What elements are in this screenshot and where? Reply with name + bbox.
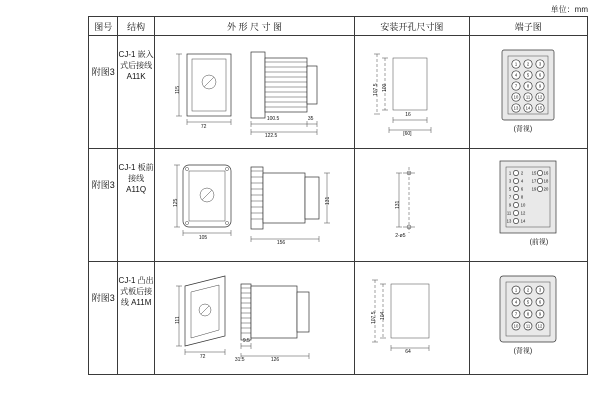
svg-text:5: 5 xyxy=(526,299,529,305)
svg-text:14: 14 xyxy=(520,218,525,224)
spec-table xyxy=(88,16,588,375)
structure-label-3: CJ-1 凸出式板后接线 A11M xyxy=(118,276,154,307)
svg-text:3: 3 xyxy=(508,178,511,184)
cell-terminal-2 xyxy=(469,149,587,262)
svg-text:18: 18 xyxy=(543,178,548,184)
svg-text:4: 4 xyxy=(514,72,517,78)
hole-dim-64: 64 xyxy=(405,349,411,355)
terminal-drawing-1 xyxy=(470,36,587,148)
hole-dim-107-5: 107.5 xyxy=(371,311,378,324)
header-fig-no: 图号 xyxy=(89,17,118,36)
header-structure: 结构 xyxy=(118,17,154,36)
dim-122-5: 122.5 xyxy=(264,133,278,139)
svg-text:2: 2 xyxy=(520,170,523,176)
hole-dim-2-phi5: 2-ø5 xyxy=(395,233,406,239)
svg-text:6: 6 xyxy=(520,186,523,192)
dim-100-5: 100.5 xyxy=(266,116,280,122)
svg-text:1: 1 xyxy=(514,287,517,293)
outline-drawing-3 xyxy=(155,262,354,374)
hole-dim-131: 131 xyxy=(395,200,402,209)
svg-text:13: 13 xyxy=(506,218,511,224)
hole-dim-104: 104 xyxy=(380,311,387,320)
dim-156: 156 xyxy=(276,240,286,246)
cell-fig-no-2 xyxy=(89,149,118,262)
svg-text:10: 10 xyxy=(513,323,518,329)
dim-131: 131 xyxy=(324,196,331,205)
outline-drawing-2 xyxy=(155,149,354,261)
svg-text:9: 9 xyxy=(538,311,541,317)
fig-no-label-3: 附图3 xyxy=(91,293,115,303)
table-header-row xyxy=(89,17,588,36)
cell-terminal-3 xyxy=(469,262,587,375)
svg-text:10: 10 xyxy=(513,94,518,100)
cell-structure-1 xyxy=(118,36,154,149)
cell-structure-2 xyxy=(118,149,154,262)
cell-outline-3 xyxy=(154,262,354,375)
svg-text:9: 9 xyxy=(508,202,511,208)
header-terminal: 端子图 xyxy=(469,17,587,36)
hole-dim-60: [60] xyxy=(403,131,412,137)
cell-outline-2 xyxy=(154,149,354,262)
terminal-drawing-2 xyxy=(470,149,587,261)
dim-35: 35 xyxy=(307,116,314,122)
header-hole: 安装开孔尺寸图 xyxy=(355,17,469,36)
outline-drawing-1 xyxy=(155,36,354,148)
svg-text:6: 6 xyxy=(538,299,541,305)
structure-label-2: CJ-1 板前接线 A11Q xyxy=(118,163,154,194)
svg-text:5: 5 xyxy=(508,186,511,192)
hole-dim-100: 100 xyxy=(382,83,389,92)
svg-text:12: 12 xyxy=(520,210,525,216)
svg-text:15: 15 xyxy=(537,105,542,111)
svg-text:11: 11 xyxy=(506,210,511,216)
svg-text:2: 2 xyxy=(526,287,529,293)
table-row xyxy=(89,149,588,262)
cell-fig-no-1 xyxy=(89,36,118,149)
table-row xyxy=(89,262,588,375)
svg-text:16: 16 xyxy=(543,170,548,176)
svg-text:8: 8 xyxy=(526,83,529,89)
svg-text:1: 1 xyxy=(508,170,511,176)
hole-drawing-1 xyxy=(355,36,468,148)
cell-hole-2 xyxy=(355,149,469,262)
svg-text:6: 6 xyxy=(538,72,541,78)
svg-text:20: 20 xyxy=(543,186,548,192)
fig-no-label-1: 附图3 xyxy=(91,67,115,77)
header-outline: 外 形 尺 寸 图 xyxy=(154,17,354,36)
terminal-caption-3: (背视) xyxy=(513,348,533,355)
svg-text:8: 8 xyxy=(526,311,529,317)
svg-text:2: 2 xyxy=(526,61,529,67)
cell-hole-1 xyxy=(355,36,469,149)
dim-115: 115 xyxy=(174,86,181,94)
dim-126: 126 xyxy=(270,357,280,363)
svg-text:4: 4 xyxy=(520,178,523,184)
dim-9-5: 9.5 xyxy=(242,338,250,344)
cell-terminal-1 xyxy=(469,36,587,149)
dim-111: 111 xyxy=(174,316,181,324)
svg-text:1: 1 xyxy=(514,61,517,67)
dim-105: 105 xyxy=(198,235,208,241)
hole-dim-16: 16 xyxy=(405,112,411,118)
hole-drawing-2 xyxy=(355,149,468,261)
svg-text:12: 12 xyxy=(537,94,542,100)
svg-text:15: 15 xyxy=(531,170,536,176)
cell-fig-no-3 xyxy=(89,262,118,375)
svg-text:10: 10 xyxy=(520,202,525,208)
cell-hole-3 xyxy=(355,262,469,375)
svg-text:7: 7 xyxy=(514,311,517,317)
table-row xyxy=(89,36,588,149)
svg-text:11: 11 xyxy=(525,94,530,100)
svg-text:7: 7 xyxy=(508,194,511,200)
dim-125: 125 xyxy=(172,198,179,207)
svg-text:11: 11 xyxy=(525,323,530,329)
svg-text:13: 13 xyxy=(513,105,518,111)
svg-text:7: 7 xyxy=(514,83,517,89)
structure-label-1: CJ-1 嵌入式后接线 A11K xyxy=(118,50,154,81)
svg-text:4: 4 xyxy=(514,299,517,305)
dim-72: 72 xyxy=(200,124,207,130)
hole-drawing-3 xyxy=(355,262,468,374)
svg-text:17: 17 xyxy=(531,178,536,184)
svg-text:8: 8 xyxy=(520,194,523,200)
terminal-caption-1: (背视) xyxy=(513,126,533,133)
cell-structure-3 xyxy=(118,262,154,375)
svg-text:19: 19 xyxy=(531,186,536,192)
svg-text:9: 9 xyxy=(538,83,541,89)
dim-31-5: 31.5 xyxy=(234,357,245,363)
terminal-drawing-3 xyxy=(470,262,587,374)
svg-text:14: 14 xyxy=(525,105,530,111)
hole-dim-107-5: 107.5 xyxy=(373,83,380,96)
cell-outline-1 xyxy=(154,36,354,149)
unit-note: 单位：mm xyxy=(550,5,588,14)
fig-no-label-2: 附图3 xyxy=(91,180,115,190)
svg-text:3: 3 xyxy=(538,61,541,67)
svg-text:5: 5 xyxy=(526,72,529,78)
dim-72: 72 xyxy=(199,354,206,360)
svg-text:12: 12 xyxy=(537,323,542,329)
terminal-caption-2: (前视) xyxy=(529,239,549,246)
svg-text:3: 3 xyxy=(538,287,541,293)
